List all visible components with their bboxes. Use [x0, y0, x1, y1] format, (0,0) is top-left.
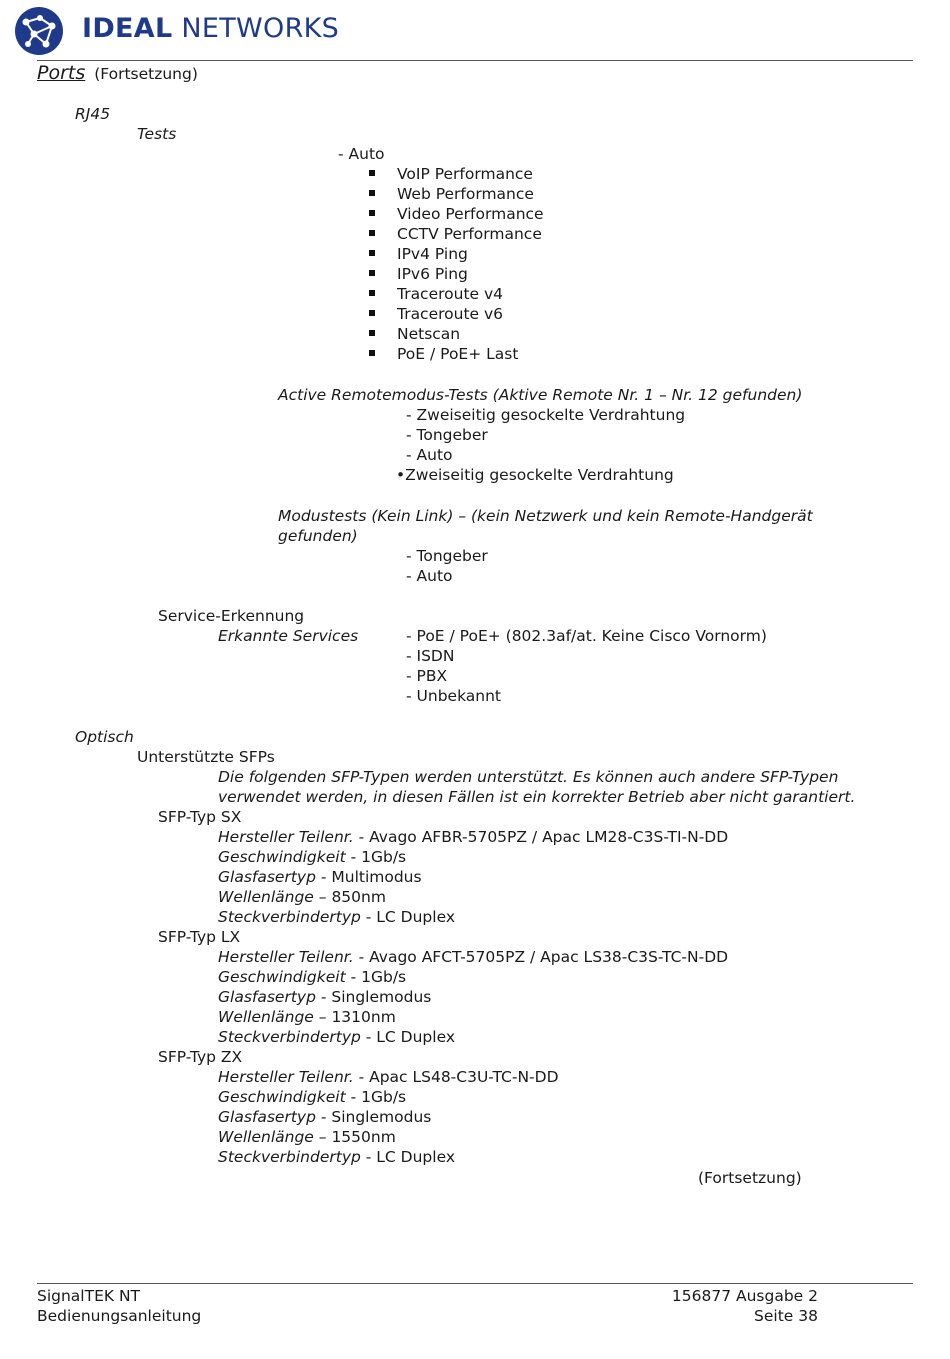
sfp-spec-label: Steckverbindertyp	[218, 908, 361, 926]
sfp-spec-value: – 850nm	[313, 888, 386, 906]
list-item-label: VoIP Performance	[397, 165, 533, 183]
list-item-label: Netscan	[397, 325, 461, 343]
list-item: - Auto	[406, 446, 453, 464]
sfp-spec-value: - Avago AFBR-5705PZ / Apac LM28-C3S-TI-N-DD	[353, 828, 729, 846]
sfp-spec-row	[218, 1068, 559, 1086]
sfp-spec-label: Steckverbindertyp	[218, 1148, 361, 1166]
list-item-label: PoE / PoE+ Last	[397, 345, 519, 363]
sfp-type-title: SFP-Typ SX	[158, 808, 242, 826]
services-label: Erkannte Services	[218, 627, 359, 645]
list-item-label: IPv6 Ping	[397, 265, 468, 283]
list-item	[369, 305, 503, 323]
ideal-networks-logo-icon	[14, 6, 64, 56]
sfp-spec-row	[218, 908, 455, 926]
footer-product: SignalTEK NT	[37, 1287, 141, 1305]
sfp-spec-label: Hersteller Teilenr.	[218, 828, 354, 846]
list-item: - Unbekannt	[406, 687, 501, 705]
list-item	[369, 185, 534, 203]
section-subtitle: (Fortsetzung)	[94, 65, 198, 83]
sfp-spec-row	[218, 1088, 406, 1106]
sfp-type-title: SFP-Typ ZX	[158, 1048, 243, 1066]
square-bullet-icon	[369, 270, 375, 276]
sfp-spec-row	[218, 988, 431, 1006]
sfp-spec-label: Glasfasertyp	[218, 1108, 316, 1126]
sfp-spec-row	[218, 848, 406, 866]
sfp-spec-label: Wellenlänge	[218, 1008, 314, 1026]
sfp-spec-row	[218, 1008, 396, 1026]
sfp-spec-row	[218, 888, 386, 906]
list-item	[369, 345, 518, 363]
square-bullet-icon	[369, 190, 375, 196]
list-item	[369, 265, 468, 283]
sfp-spec-value: - 1Gb/s	[345, 968, 407, 986]
list-item: - PBX	[406, 667, 448, 685]
sfp-spec-row	[218, 968, 406, 986]
modus-heading-line1: Modustests (Kein Link) – (kein Netzwerk und kein Remote-Handgerät	[278, 507, 813, 525]
sfp-spec-row	[218, 1028, 455, 1046]
sfp-spec-value: - 1Gb/s	[345, 848, 407, 866]
sfps-heading: Unterstützte SFPs	[137, 748, 275, 766]
sfp-spec-value: – 1550nm	[313, 1128, 396, 1146]
list-item	[369, 165, 533, 183]
list-item-label: Traceroute v6	[397, 305, 504, 323]
continued-note: (Fortsetzung)	[698, 1169, 802, 1187]
list-item: - Tongeber	[406, 547, 488, 565]
sfp-spec-label: Geschwindigkeit	[218, 1088, 346, 1106]
list-item: - Tongeber	[406, 426, 488, 444]
list-item	[369, 225, 542, 243]
footer-doc-type: Bedienungsanleitung	[37, 1307, 202, 1325]
list-item-label: Traceroute v4	[397, 285, 504, 303]
sfp-spec-label: Hersteller Teilenr.	[218, 948, 354, 966]
sfp-spec-value: - Singlemodus	[315, 1108, 432, 1126]
square-bullet-icon	[369, 250, 375, 256]
list-item-label: CCTV Performance	[397, 225, 542, 243]
sfp-spec-value: - Apac LS48-C3U-TC-N-DD	[353, 1068, 559, 1086]
list-item: - Zweiseitig gesockelte Verdrahtung	[406, 406, 686, 424]
sfp-spec-row	[218, 868, 422, 886]
sfp-spec-label: Geschwindigkeit	[218, 968, 346, 986]
brand-bold: IDEAL	[82, 13, 173, 44]
sfp-spec-value: - Avago AFCT-5705PZ / Apac LS38-C3S-TC-N-DD	[353, 948, 729, 966]
square-bullet-icon	[369, 290, 375, 296]
sfp-spec-label: Geschwindigkeit	[218, 848, 346, 866]
square-bullet-icon	[369, 210, 375, 216]
sfp-intro-line2: verwendet werden, in diesen Fällen ist ein korrekter Betrieb aber nicht garantiert.	[218, 788, 856, 806]
sfp-spec-value: - LC Duplex	[360, 908, 456, 926]
footer-doc-number: 156877 Ausgabe 2	[671, 1287, 818, 1305]
square-bullet-icon	[369, 330, 375, 336]
sfp-type-title: SFP-Typ LX	[158, 928, 241, 946]
sfp-spec-label: Glasfasertyp	[218, 868, 316, 886]
sfp-intro-line1: Die folgenden SFP-Typen werden unterstützt. Es können auch andere SFP-Typen	[218, 768, 839, 786]
active-remote-bullet-item: •Zweiseitig gesockelte Verdrahtung	[396, 466, 674, 484]
list-item-label: Video Performance	[397, 205, 544, 223]
square-bullet-icon	[369, 230, 375, 236]
tests-heading: Tests	[137, 125, 177, 143]
sfp-spec-row	[218, 1128, 396, 1146]
list-item: - PoE / PoE+ (802.3af/at. Keine Cisco Vornorm)	[406, 627, 767, 645]
rj45-heading: RJ45	[75, 105, 111, 123]
list-item	[369, 245, 468, 263]
sfp-spec-value: - Singlemodus	[315, 988, 432, 1006]
section-title: Ports (Fortsetzung)	[37, 62, 198, 84]
sfp-spec-row	[218, 1148, 455, 1166]
service-heading: Service-Erkennung	[158, 607, 305, 625]
sfp-spec-label: Hersteller Teilenr.	[218, 1068, 354, 1086]
list-item-label: IPv4 Ping	[397, 245, 468, 263]
sfp-spec-label: Steckverbindertyp	[218, 1028, 361, 1046]
brand-rest: NETWORKS	[172, 13, 340, 44]
list-item-label: Web Performance	[397, 185, 534, 203]
sfp-spec-label: Glasfasertyp	[218, 988, 316, 1006]
square-bullet-icon	[369, 350, 375, 356]
modus-heading-line2: gefunden)	[278, 527, 358, 545]
footer-page-number: Seite 38	[754, 1307, 818, 1325]
square-bullet-icon	[369, 170, 375, 176]
auto-label: - Auto	[338, 145, 385, 163]
list-item	[369, 205, 544, 223]
sfp-spec-value: - Multimodus	[315, 868, 422, 886]
optical-heading: Optisch	[75, 728, 134, 746]
brand-name	[82, 13, 339, 44]
sfp-spec-value: – 1310nm	[313, 1008, 396, 1026]
sfp-spec-row	[218, 828, 728, 846]
list-item: - Auto	[406, 567, 453, 585]
header-rule	[37, 60, 913, 61]
sfp-spec-row	[218, 1108, 431, 1126]
list-item	[369, 325, 460, 343]
sfp-spec-value: - LC Duplex	[360, 1028, 456, 1046]
square-bullet-icon	[369, 310, 375, 316]
sfp-spec-value: - LC Duplex	[360, 1148, 456, 1166]
sfp-spec-label: Wellenlänge	[218, 1128, 314, 1146]
list-item	[369, 285, 503, 303]
active-remote-heading: Active Remotemodus-Tests (Aktive Remote Nr. 1 – Nr. 12 gefunden)	[278, 386, 803, 404]
sfp-spec-row	[218, 948, 728, 966]
footer-rule	[37, 1283, 913, 1284]
list-item: - ISDN	[406, 647, 455, 665]
sfp-spec-value: - 1Gb/s	[345, 1088, 407, 1106]
sfp-spec-label: Wellenlänge	[218, 888, 314, 906]
